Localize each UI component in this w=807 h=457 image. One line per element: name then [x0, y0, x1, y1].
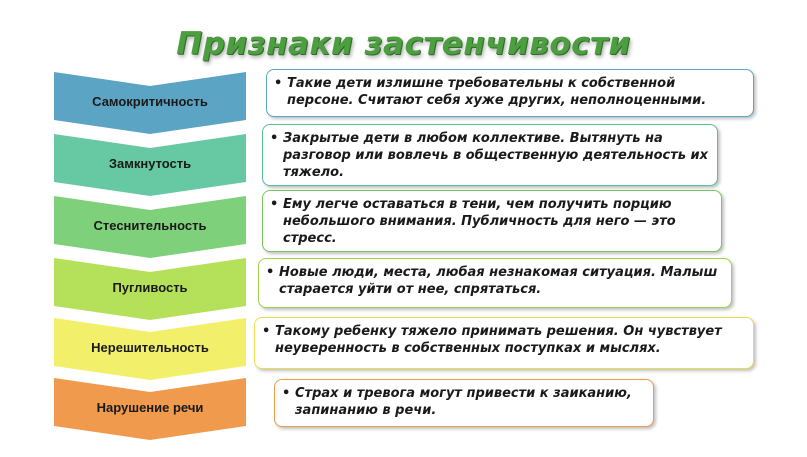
- chevron-speech-disorder: [54, 378, 246, 440]
- chevron-withdrawn: [54, 134, 246, 196]
- chevron-label: Стеснительность: [93, 218, 207, 233]
- chevron-indecisiveness: [54, 318, 246, 380]
- chevron-label: Нерешительность: [91, 340, 209, 355]
- chevron-label: Нарушение речи: [96, 400, 204, 415]
- page-title: Признаки застенчивости: [176, 26, 631, 62]
- description-box-indecisiveness: [254, 317, 754, 369]
- description-text: Новые люди, места, любая незнакомая ситуация. Малыш старается уйти от нее, спрятаться.: [279, 265, 718, 297]
- description-box-self-criticism: [266, 69, 754, 117]
- description-box-speech-disorder: [274, 379, 654, 427]
- bullet: •: [282, 386, 291, 401]
- description-text: Такие дети излишне требовательны к собственной персоне. Считают себя хуже других, неполноценными.: [287, 76, 707, 108]
- bullet: •: [262, 324, 271, 339]
- description-box-shyness: [262, 190, 722, 252]
- description-text: Закрытые дети в любом коллективе. Вытянуть на разговор или вовлечь в общественную деятельность их тяжело.: [283, 131, 708, 180]
- chevron-label: Самокритичность: [92, 94, 208, 109]
- description-box-fearfulness: [258, 258, 732, 308]
- chevron-label: Замкнутость: [108, 156, 192, 171]
- bullet: •: [270, 197, 279, 212]
- chevron-self-criticism: [54, 72, 246, 134]
- chevron-fearfulness: [54, 258, 246, 320]
- bullet: •: [270, 131, 279, 146]
- chevron-label: Пугливость: [112, 280, 188, 295]
- chevron-shyness: [54, 196, 246, 258]
- bullet: •: [266, 265, 275, 280]
- description-box-withdrawn: [262, 124, 718, 186]
- bullet: •: [274, 76, 283, 91]
- description-text: Страх и тревога могут привести к заиканию, запинанию в речи.: [295, 386, 632, 418]
- description-text: Такому ребенку тяжело принимать решения. Он чувствует неуверенность в собственных поступках и мыслях.: [275, 324, 722, 356]
- description-text: Ему легче оставаться в тени, чем получить порцию небольшого внимания. Публичность для него — это стресс.: [283, 197, 676, 246]
